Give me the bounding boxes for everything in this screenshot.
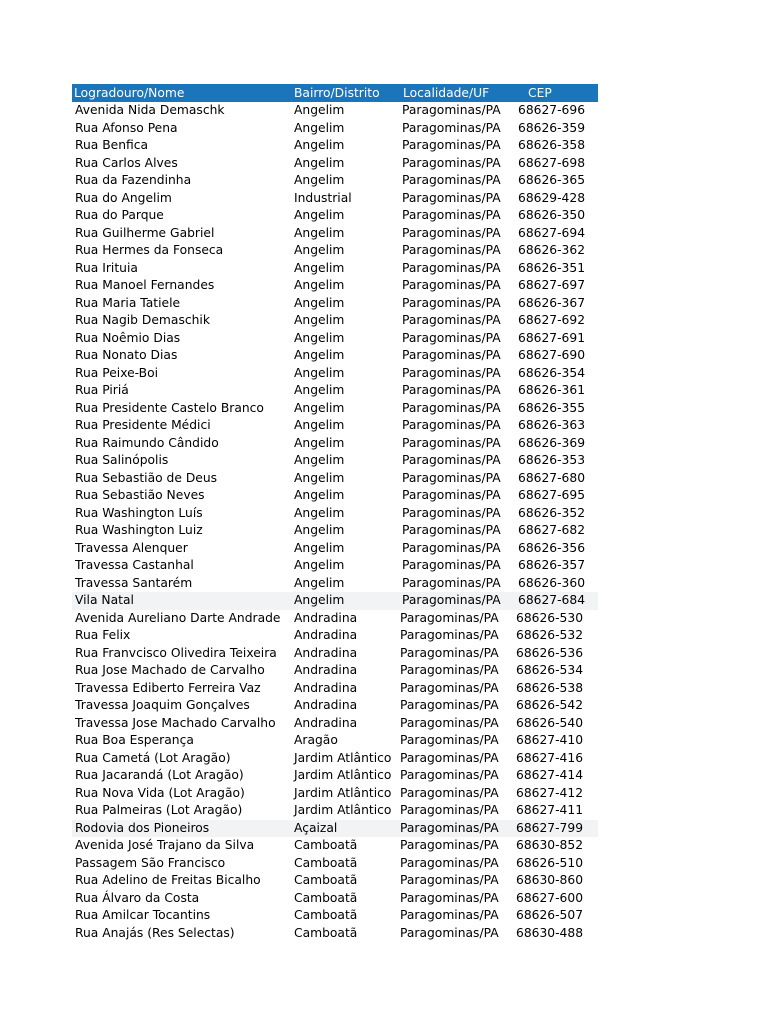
cep-cell: 68626-358 bbox=[518, 138, 586, 152]
street-cell: Rua Noêmio Dias bbox=[75, 330, 181, 345]
cep-cell: 68626-353 bbox=[518, 453, 586, 467]
cep-cell: 68627-682 bbox=[518, 523, 586, 537]
table-row bbox=[72, 242, 598, 260]
district-cell: Aragão bbox=[294, 733, 338, 747]
street-cell: Avenida José Trajano da Silva bbox=[75, 838, 255, 852]
cep-cell: 68626-530 bbox=[516, 610, 584, 625]
locality-cell: Paragominas/PA bbox=[400, 873, 499, 887]
district-cell: Industrial bbox=[294, 190, 352, 205]
table-row bbox=[72, 855, 598, 873]
locality-cell: Paragominas/PA bbox=[400, 890, 499, 905]
table-row bbox=[72, 312, 598, 330]
district-cell: Angelim bbox=[294, 453, 345, 467]
street-cell: Rua Presidente Médici bbox=[75, 418, 211, 432]
cep-cell: 68626-532 bbox=[516, 628, 584, 642]
street-cell: Rua Cametá (Lot Aragão) bbox=[75, 750, 231, 765]
table-row bbox=[72, 627, 598, 645]
district-cell: Camboatã bbox=[294, 873, 358, 887]
district-cell: Angelim bbox=[294, 278, 345, 292]
table-row bbox=[72, 575, 598, 593]
locality-cell: Paragominas/PA bbox=[400, 610, 499, 625]
table-row bbox=[72, 592, 598, 610]
locality-cell: Paragominas/PA bbox=[402, 173, 501, 187]
street-cell: Rua Afonso Pena bbox=[75, 120, 178, 135]
street-cell: Rua Piriá bbox=[75, 383, 129, 397]
street-cell: Travessa Ediberto Ferreira Vaz bbox=[75, 680, 261, 695]
cep-cell: 68630-860 bbox=[516, 873, 584, 887]
locality-cell: Paragominas/PA bbox=[402, 488, 501, 502]
cep-cell: 68629-428 bbox=[518, 190, 586, 205]
locality-cell: Paragominas/PA bbox=[402, 470, 501, 485]
locality-cell: Paragominas/PA bbox=[402, 155, 501, 170]
district-cell: Angelim bbox=[294, 330, 345, 345]
locality-cell: Paragominas/PA bbox=[400, 733, 499, 747]
cep-cell: 68626-351 bbox=[518, 260, 586, 275]
district-cell: Jardim Atlântico bbox=[294, 768, 392, 782]
table-row bbox=[72, 522, 598, 540]
table-row bbox=[72, 872, 598, 890]
locality-cell: Paragominas/PA bbox=[400, 698, 499, 712]
table-body bbox=[72, 102, 598, 942]
locality-cell: Paragominas/PA bbox=[400, 820, 499, 835]
table-row bbox=[72, 820, 598, 838]
district-cell: Andradina bbox=[294, 715, 358, 730]
cep-cell: 68627-694 bbox=[518, 225, 586, 240]
cep-cell: 68627-600 bbox=[516, 890, 584, 905]
cep-cell: 68627-414 bbox=[516, 768, 584, 782]
locality-cell: Paragominas/PA bbox=[400, 750, 499, 765]
district-cell: Angelim bbox=[294, 523, 345, 537]
locality-cell: Paragominas/PA bbox=[402, 435, 501, 450]
street-cell: Rua Presidente Castelo Branco bbox=[75, 400, 264, 415]
cep-cell: 68627-698 bbox=[518, 155, 586, 170]
address-table bbox=[72, 84, 598, 942]
table-row bbox=[72, 102, 598, 120]
street-cell: Rua Washington Luiz bbox=[75, 523, 203, 537]
table-row bbox=[72, 907, 598, 925]
cep-cell: 68626-538 bbox=[516, 680, 584, 695]
district-cell: Camboatã bbox=[294, 908, 358, 922]
cep-cell: 68626-507 bbox=[516, 908, 584, 922]
district-cell: Andradina bbox=[294, 663, 358, 677]
table-row bbox=[72, 610, 598, 628]
locality-cell: Paragominas/PA bbox=[400, 768, 499, 782]
table-row bbox=[72, 505, 598, 523]
street-cell: Rua Carlos Alves bbox=[75, 155, 178, 170]
table-row bbox=[72, 225, 598, 243]
cep-cell: 68626-365 bbox=[518, 173, 586, 187]
street-cell: Rua Hermes da Fonseca bbox=[75, 243, 224, 257]
street-cell: Rua Nonato Dias bbox=[75, 348, 178, 362]
locality-cell: Paragominas/PA bbox=[400, 925, 499, 940]
cep-cell: 68626-540 bbox=[516, 715, 584, 730]
locality-cell: Paragominas/PA bbox=[402, 575, 501, 590]
cep-cell: 68627-696 bbox=[518, 103, 586, 117]
cep-cell: 68626-350 bbox=[518, 208, 586, 222]
table-row bbox=[72, 155, 598, 173]
locality-cell: Paragominas/PA bbox=[402, 313, 501, 327]
district-cell: Angelim bbox=[294, 470, 345, 485]
street-cell: Rua Peixe-Boi bbox=[75, 365, 159, 380]
cep-cell: 68630-488 bbox=[516, 925, 584, 940]
cep-cell: 68627-695 bbox=[518, 488, 586, 502]
locality-cell: Paragominas/PA bbox=[400, 645, 499, 660]
table-row bbox=[72, 120, 598, 138]
district-cell: Angelim bbox=[294, 593, 345, 607]
street-cell: Rua Franvcisco Olivedira Teixeira bbox=[75, 645, 277, 660]
district-cell: Angelim bbox=[294, 295, 345, 310]
table-row bbox=[72, 557, 598, 575]
district-cell: Camboatã bbox=[294, 855, 358, 870]
cep-cell: 68626-363 bbox=[518, 418, 586, 432]
locality-cell: Paragominas/PA bbox=[400, 663, 499, 677]
table-row bbox=[72, 190, 598, 208]
street-cell: Rua do Parque bbox=[75, 208, 164, 222]
district-cell: Andradina bbox=[294, 680, 358, 695]
locality-cell: Paragominas/PA bbox=[402, 260, 501, 275]
street-cell: Rua Irituia bbox=[75, 260, 138, 275]
district-cell: Angelim bbox=[294, 400, 345, 415]
street-cell: Avenida Aureliano Darte Andrade bbox=[75, 610, 281, 625]
district-cell: Jardim Atlântico bbox=[294, 750, 392, 765]
table-row bbox=[72, 925, 598, 943]
street-cell: Travessa Jose Machado Carvalho bbox=[75, 715, 276, 730]
cep-cell: 68626-352 bbox=[518, 505, 586, 520]
cep-cell: 68627-697 bbox=[518, 278, 586, 292]
table-row bbox=[72, 207, 598, 225]
district-cell: Angelim bbox=[294, 488, 345, 502]
locality-cell: Paragominas/PA bbox=[400, 628, 499, 642]
table-row bbox=[72, 435, 598, 453]
street-cell: Vila Natal bbox=[75, 593, 134, 607]
table-row bbox=[72, 452, 598, 470]
district-cell: Camboatã bbox=[294, 925, 358, 940]
header-district: Bairro/Distrito bbox=[294, 86, 380, 100]
cep-cell: 68627-799 bbox=[516, 820, 584, 835]
street-cell: Rua Álvaro da Costa bbox=[75, 890, 200, 905]
street-cell: Rua Anajás (Res Selectas) bbox=[75, 925, 235, 940]
street-cell: Rua da Fazendinha bbox=[75, 173, 192, 187]
table-row bbox=[72, 680, 598, 698]
cep-cell: 68626-542 bbox=[516, 698, 584, 712]
locality-cell: Paragominas/PA bbox=[402, 540, 501, 555]
district-cell: Angelim bbox=[294, 120, 345, 135]
table-row bbox=[72, 890, 598, 908]
cep-cell: 68626-369 bbox=[518, 435, 586, 450]
locality-cell: Paragominas/PA bbox=[400, 803, 499, 817]
locality-cell: Paragominas/PA bbox=[402, 558, 501, 572]
table-row bbox=[72, 172, 598, 190]
street-cell: Rua Raimundo Cândido bbox=[75, 435, 219, 450]
cep-cell: 68627-691 bbox=[518, 330, 586, 345]
street-cell: Rua Palmeiras (Lot Aragão) bbox=[75, 803, 243, 817]
cep-cell: 68627-692 bbox=[518, 313, 586, 327]
cep-cell: 68627-410 bbox=[516, 733, 584, 747]
street-cell: Travessa Castanhal bbox=[75, 558, 194, 572]
table-header-row bbox=[72, 84, 598, 102]
district-cell: Angelim bbox=[294, 505, 345, 520]
table-row bbox=[72, 470, 598, 488]
district-cell: Angelim bbox=[294, 418, 345, 432]
cep-cell: 68627-684 bbox=[518, 593, 586, 607]
table-row bbox=[72, 347, 598, 365]
cep-cell: 68627-680 bbox=[518, 470, 586, 485]
street-cell: Rua Maria Tatiele bbox=[75, 295, 181, 310]
street-cell: Rua Guilherme Gabriel bbox=[75, 225, 215, 240]
district-cell: Angelim bbox=[294, 208, 345, 222]
street-cell: Rua Felix bbox=[75, 628, 131, 642]
street-cell: Rua do Angelim bbox=[75, 190, 172, 205]
table-row bbox=[72, 295, 598, 313]
district-cell: Andradina bbox=[294, 628, 358, 642]
district-cell: Angelim bbox=[294, 225, 345, 240]
table-row bbox=[72, 715, 598, 733]
cep-cell: 68630-852 bbox=[516, 838, 584, 852]
district-cell: Andradina bbox=[294, 645, 358, 660]
street-cell: Passagem São Francisco bbox=[75, 855, 226, 870]
district-cell: Jardim Atlântico bbox=[294, 785, 392, 800]
street-cell: Rua Jacarandá (Lot Aragão) bbox=[75, 768, 244, 782]
locality-cell: Paragominas/PA bbox=[402, 383, 501, 397]
district-cell: Camboatã bbox=[294, 838, 358, 852]
table-row bbox=[72, 697, 598, 715]
table-row bbox=[72, 750, 598, 768]
header-locality: Localidade/UF bbox=[403, 86, 490, 100]
street-cell: Rua Washington Luís bbox=[75, 505, 203, 520]
locality-cell: Paragominas/PA bbox=[402, 120, 501, 135]
district-cell: Angelim bbox=[294, 173, 345, 187]
locality-cell: Paragominas/PA bbox=[402, 453, 501, 467]
table-row bbox=[72, 767, 598, 785]
header-street: Logradouro/Nome bbox=[74, 86, 185, 100]
locality-cell: Paragominas/PA bbox=[402, 593, 501, 607]
street-cell: Travessa Santarém bbox=[75, 575, 193, 590]
cep-cell: 68626-536 bbox=[516, 645, 584, 660]
locality-cell: Paragominas/PA bbox=[402, 523, 501, 537]
street-cell: Rua Nova Vida (Lot Aragão) bbox=[75, 785, 245, 800]
table-row bbox=[72, 785, 598, 803]
locality-cell: Paragominas/PA bbox=[400, 855, 499, 870]
cep-cell: 68626-362 bbox=[518, 243, 586, 257]
locality-cell: Paragominas/PA bbox=[400, 838, 499, 852]
street-cell: Rua Manoel Fernandes bbox=[75, 278, 215, 292]
table-row bbox=[72, 365, 598, 383]
street-cell: Rua Sebastião de Deus bbox=[75, 470, 218, 485]
table-row bbox=[72, 487, 598, 505]
district-cell: Angelim bbox=[294, 138, 345, 152]
district-cell: Angelim bbox=[294, 103, 345, 117]
locality-cell: Paragominas/PA bbox=[400, 785, 499, 800]
cep-cell: 68626-354 bbox=[518, 365, 586, 380]
table-row bbox=[72, 802, 598, 820]
street-cell: Rua Sebastião Neves bbox=[75, 488, 205, 502]
table-row bbox=[72, 260, 598, 278]
table-row bbox=[72, 417, 598, 435]
cep-cell: 68626-357 bbox=[518, 558, 586, 572]
table-row bbox=[72, 645, 598, 663]
district-cell: Angelim bbox=[294, 435, 345, 450]
street-cell: Rua Jose Machado de Carvalho bbox=[75, 663, 265, 677]
locality-cell: Paragominas/PA bbox=[402, 225, 501, 240]
district-cell: Angelim bbox=[294, 243, 345, 257]
cep-cell: 68626-359 bbox=[518, 120, 586, 135]
district-cell: Angelim bbox=[294, 155, 345, 170]
table-row bbox=[72, 400, 598, 418]
table-row bbox=[72, 540, 598, 558]
locality-cell: Paragominas/PA bbox=[402, 278, 501, 292]
locality-cell: Paragominas/PA bbox=[402, 330, 501, 345]
locality-cell: Paragominas/PA bbox=[400, 680, 499, 695]
locality-cell: Paragominas/PA bbox=[402, 190, 501, 205]
locality-cell: Paragominas/PA bbox=[402, 348, 501, 362]
district-cell: Angelim bbox=[294, 313, 345, 327]
locality-cell: Paragominas/PA bbox=[402, 365, 501, 380]
district-cell: Angelim bbox=[294, 348, 345, 362]
locality-cell: Paragominas/PA bbox=[400, 715, 499, 730]
cep-cell: 68627-412 bbox=[516, 785, 584, 800]
district-cell: Açaizal bbox=[294, 820, 338, 835]
district-cell: Andradina bbox=[294, 610, 358, 625]
cep-cell: 68626-361 bbox=[518, 383, 586, 397]
district-cell: Angelim bbox=[294, 365, 345, 380]
table-row bbox=[72, 277, 598, 295]
street-cell: Travessa Alenquer bbox=[75, 540, 188, 555]
cep-cell: 68627-411 bbox=[516, 803, 584, 817]
district-cell: Andradina bbox=[294, 698, 358, 712]
street-cell: Rua Adelino de Freitas Bicalho bbox=[75, 873, 261, 887]
cep-cell: 68626-356 bbox=[518, 540, 586, 555]
table-row bbox=[72, 662, 598, 680]
locality-cell: Paragominas/PA bbox=[402, 295, 501, 310]
locality-cell: Paragominas/PA bbox=[402, 138, 501, 152]
district-cell: Angelim bbox=[294, 558, 345, 572]
table-row bbox=[72, 732, 598, 750]
header-cep: CEP bbox=[528, 86, 552, 100]
table-row bbox=[72, 382, 598, 400]
table-row bbox=[72, 330, 598, 348]
district-cell: Jardim Atlântico bbox=[294, 803, 392, 817]
cep-cell: 68626-360 bbox=[518, 575, 586, 590]
district-cell: Angelim bbox=[294, 540, 345, 555]
locality-cell: Paragominas/PA bbox=[402, 418, 501, 432]
street-cell: Avenida Nida Demaschk bbox=[75, 103, 225, 117]
locality-cell: Paragominas/PA bbox=[402, 208, 501, 222]
cep-cell: 68627-690 bbox=[518, 348, 586, 362]
street-cell: Rodovia dos Pioneiros bbox=[75, 820, 210, 835]
cep-cell: 68626-367 bbox=[518, 295, 586, 310]
street-cell: Rua Boa Esperança bbox=[75, 733, 194, 747]
district-cell: Angelim bbox=[294, 383, 345, 397]
locality-cell: Paragominas/PA bbox=[402, 103, 501, 117]
locality-cell: Paragominas/PA bbox=[402, 243, 501, 257]
locality-cell: Paragominas/PA bbox=[402, 505, 501, 520]
locality-cell: Paragominas/PA bbox=[402, 400, 501, 415]
street-cell: Rua Amilcar Tocantins bbox=[75, 908, 211, 922]
district-cell: Angelim bbox=[294, 575, 345, 590]
street-cell: Rua Salinópolis bbox=[75, 453, 169, 467]
district-cell: Camboatã bbox=[294, 890, 358, 905]
cep-cell: 68627-416 bbox=[516, 750, 584, 765]
cep-cell: 68626-534 bbox=[516, 663, 584, 677]
cep-cell: 68626-510 bbox=[516, 855, 584, 870]
table-row bbox=[72, 137, 598, 155]
cep-cell: 68626-355 bbox=[518, 400, 586, 415]
locality-cell: Paragominas/PA bbox=[400, 908, 499, 922]
street-cell: Rua Nagib Demaschik bbox=[75, 313, 210, 327]
street-cell: Travessa Joaquim Gonçalves bbox=[75, 698, 250, 712]
street-cell: Rua Benfica bbox=[75, 138, 149, 152]
table-row bbox=[72, 837, 598, 855]
district-cell: Angelim bbox=[294, 260, 345, 275]
